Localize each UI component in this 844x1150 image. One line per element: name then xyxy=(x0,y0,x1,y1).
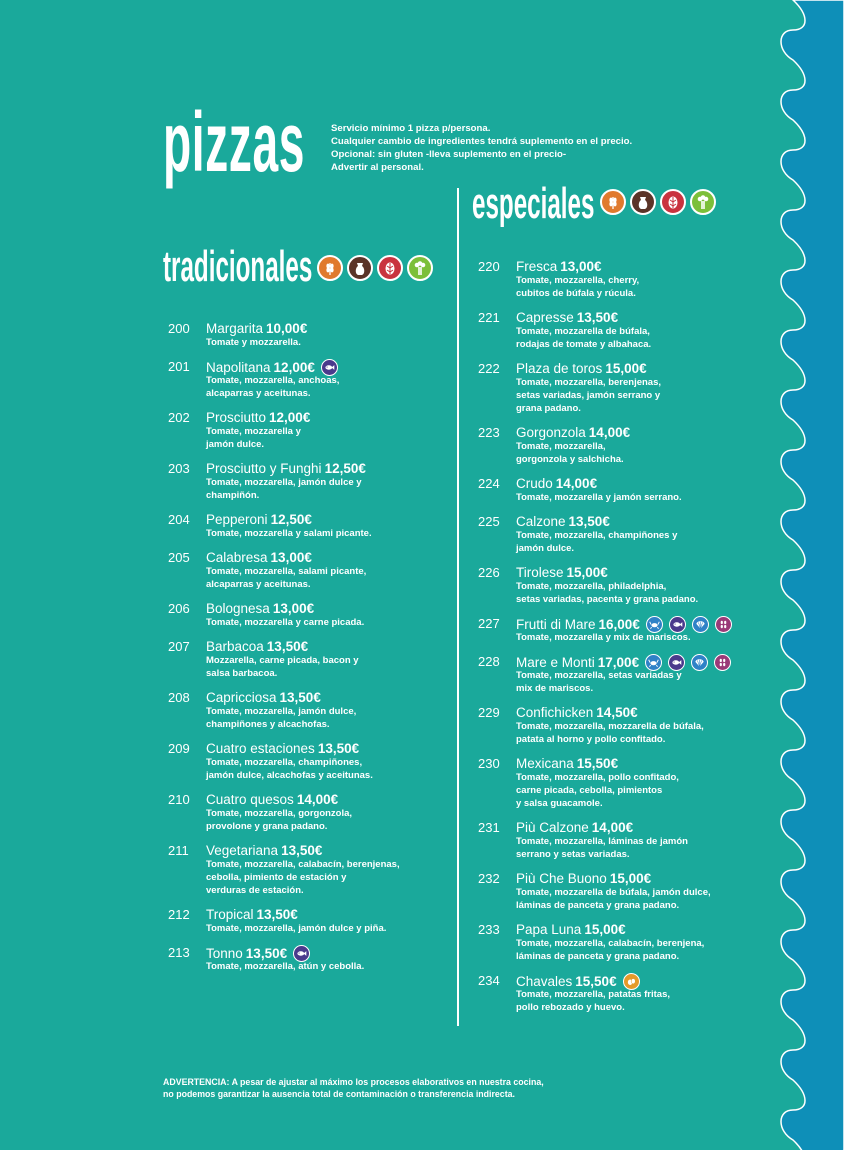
description-line: champiñones y alcachofas. xyxy=(206,719,330,730)
item-number: 228 xyxy=(478,654,500,669)
description-line: Tomate, mozzarella, pollo confitado, xyxy=(516,772,679,783)
item-description xyxy=(516,988,670,1014)
description-line: Tomate, mozzarella de búfala, jamón dulce, xyxy=(516,887,711,898)
item-title xyxy=(516,871,651,886)
item-number: 207 xyxy=(168,639,190,654)
description-line: pollo rebozado y huevo. xyxy=(516,1002,625,1013)
item-title xyxy=(516,922,626,937)
item-number: 221 xyxy=(478,310,500,325)
item-name: Plaza de toros xyxy=(516,361,603,376)
item-description xyxy=(206,476,362,502)
item-name: Prosciutto y Funghi xyxy=(206,461,322,476)
item-description xyxy=(516,631,691,644)
item-number: 226 xyxy=(478,565,500,580)
description-line: láminas de panceta y grana padano. xyxy=(516,951,680,962)
item-price: 13,50€ xyxy=(245,946,288,961)
description-line: Tomate, mozzarella y carne picada. xyxy=(206,617,365,628)
description-line: Tomate, mozzarella, berenjenas, xyxy=(516,377,662,388)
note-line: Opcional: sin gluten -lleva suplemento en el precio- xyxy=(331,149,567,160)
item-price: 13,50€ xyxy=(256,907,298,922)
item-description xyxy=(516,835,688,861)
description-line: Tomate, mozzarella de búfala, xyxy=(516,326,650,337)
item-description xyxy=(516,886,711,912)
description-line: jamón dulce. xyxy=(206,439,265,450)
item-description xyxy=(516,937,704,963)
item-number: 223 xyxy=(478,425,500,440)
item-price: 17,00€ xyxy=(597,655,640,670)
section-title-tradicionales: tradicionales xyxy=(163,242,313,291)
celery-icon xyxy=(407,255,433,281)
item-price: 13,00€ xyxy=(560,259,602,274)
description-line: Tomate, mozzarella, anchoas, xyxy=(206,375,340,386)
item-description xyxy=(206,756,373,782)
item-title xyxy=(516,476,597,491)
item-description xyxy=(206,858,400,897)
item-number: 233 xyxy=(478,922,500,937)
item-description xyxy=(516,580,698,606)
description-line: Tomate, mozzarella, patatas fritas, xyxy=(516,989,670,1000)
item-number: 200 xyxy=(168,321,190,336)
item-price: 16,00€ xyxy=(598,617,640,632)
description-line: mix de mariscos. xyxy=(516,683,594,694)
warning-line: no podemos garantizar la ausencia total de contaminación o transferencia indirecta. xyxy=(163,1089,515,1099)
item-number: 230 xyxy=(478,756,500,771)
especiales-allergen-icons xyxy=(600,189,716,215)
item-price: 13,50€ xyxy=(576,310,619,325)
item-number: 234 xyxy=(478,973,500,988)
item-number: 205 xyxy=(168,550,190,565)
item-number: 211 xyxy=(168,843,189,858)
service-notes xyxy=(331,122,632,174)
note-line: Advertir al personal. xyxy=(331,162,424,173)
item-description xyxy=(516,669,682,695)
item-name: Capresse xyxy=(516,310,574,325)
item-price: 12,00€ xyxy=(269,410,311,425)
item-name: Calzone xyxy=(516,514,566,529)
note-line: Servicio mínimo 1 pizza p/persona. xyxy=(331,123,491,134)
description-line: champiñón. xyxy=(206,490,260,501)
item-title xyxy=(206,550,312,565)
item-name: Napolitana xyxy=(206,360,271,375)
item-name: Chavales xyxy=(516,974,573,989)
description-line: setas variadas, pacenta y grana padano. xyxy=(516,594,699,605)
item-description xyxy=(516,274,639,300)
description-line: Tomate y mozzarella. xyxy=(206,337,301,348)
item-price: 15,00€ xyxy=(566,565,608,580)
item-description xyxy=(206,425,301,451)
description-line: verduras de estación. xyxy=(206,885,304,896)
item-title xyxy=(206,601,314,616)
item-price: 12,50€ xyxy=(324,461,366,476)
wheat-icon xyxy=(317,255,343,281)
item-description xyxy=(206,565,366,591)
item-name: Barbacoa xyxy=(206,639,264,654)
description-line: patata al horno y pollo confitado. xyxy=(516,734,666,745)
item-name: Tirolese xyxy=(516,565,564,580)
item-name: Vegetariana xyxy=(206,843,279,858)
description-line: Tomate, mozzarella, xyxy=(516,441,606,452)
item-number: 213 xyxy=(168,945,190,960)
item-name: Papa Luna xyxy=(516,922,582,937)
description-line: serrano y setas variadas. xyxy=(516,849,630,860)
description-line: Tomate, mozzarella, setas variadas y xyxy=(516,670,682,681)
item-number: 225 xyxy=(478,514,500,529)
description-line: Tomate, mozzarella, jamón dulce y piña. xyxy=(206,923,387,934)
celery-icon xyxy=(690,189,716,215)
tradicionales-allergen-icons xyxy=(317,255,433,281)
description-line: Tomate, mozzarella, atún y cebolla. xyxy=(206,961,365,972)
item-description xyxy=(206,336,301,349)
item-price: 13,00€ xyxy=(270,550,312,565)
item-price: 15,00€ xyxy=(605,361,647,376)
item-name: Margarita xyxy=(206,321,264,336)
description-line: Tomate, mozzarella, calabacín, berenjena, xyxy=(516,938,705,949)
description-line: setas variadas, jamón serrano y xyxy=(516,390,661,401)
column-divider xyxy=(457,188,459,1026)
item-description xyxy=(206,807,352,833)
description-line: Tomate, mozzarella, mozzarella de búfala, xyxy=(516,721,704,732)
item-price: 12,00€ xyxy=(273,360,315,375)
item-description xyxy=(516,376,661,415)
item-price: 15,50€ xyxy=(576,756,619,771)
item-description xyxy=(206,654,359,680)
item-title xyxy=(206,410,310,425)
item-description xyxy=(206,374,339,400)
description-line: Tomate, mozzarella, jamón dulce y xyxy=(206,477,362,488)
description-line: Tomate, mozzarella y salami picante. xyxy=(206,528,372,539)
item-title xyxy=(206,741,359,756)
decorative-wave-border xyxy=(775,0,844,1150)
item-price: 14,00€ xyxy=(296,792,339,807)
item-title xyxy=(516,705,638,720)
item-number: 206 xyxy=(168,601,190,616)
item-description xyxy=(206,960,364,973)
item-description xyxy=(516,720,704,746)
item-name: Più Calzone xyxy=(516,820,589,835)
item-name: Cuatro quesos xyxy=(206,792,294,807)
shell-icon xyxy=(691,654,708,671)
sulphite-icon xyxy=(660,189,686,215)
item-price: 13,50€ xyxy=(568,514,610,529)
description-line: gorgonzola y salchicha. xyxy=(516,454,624,465)
description-line: grana padano. xyxy=(516,403,581,414)
jug-icon xyxy=(630,189,656,215)
shell-icon xyxy=(692,616,709,633)
item-price: 13,00€ xyxy=(272,601,315,616)
item-name: Bolognesa xyxy=(206,601,270,616)
item-title xyxy=(516,259,602,274)
item-title xyxy=(206,512,312,527)
item-price: 15,00€ xyxy=(584,922,626,937)
item-price: 15,00€ xyxy=(609,871,652,886)
item-number: 227 xyxy=(478,616,500,631)
item-price: 14,00€ xyxy=(555,476,598,491)
item-price: 12,50€ xyxy=(270,512,312,527)
item-name: Gorgonzola xyxy=(516,425,586,440)
item-price: 13,50€ xyxy=(317,741,360,756)
item-description xyxy=(516,325,651,351)
item-title xyxy=(206,690,321,705)
description-line: Tomate, mozzarella y mix de mariscos. xyxy=(516,632,691,643)
description-line: jamón dulce, alcachofas y aceitunas. xyxy=(206,770,373,781)
item-number: 208 xyxy=(168,690,190,705)
description-line: Tomate, mozzarella, jamón dulce, xyxy=(206,706,357,717)
description-line: Tomate, mozzarella, champiñones, xyxy=(206,757,363,768)
item-description xyxy=(516,771,679,810)
item-number: 229 xyxy=(478,705,500,720)
item-description xyxy=(206,616,364,629)
description-line: Tomate, mozzarella, champiñones y xyxy=(516,530,678,541)
item-description xyxy=(516,440,624,466)
item-name: Mare e Monti xyxy=(516,655,595,670)
description-line: cubitos de búfala y rúcula. xyxy=(516,288,636,299)
description-line: Tomate, mozzarella, philadelphia, xyxy=(516,581,667,592)
wheat-icon xyxy=(600,189,626,215)
item-number: 220 xyxy=(478,259,500,274)
item-number: 222 xyxy=(478,361,500,376)
item-name: Crudo xyxy=(516,476,553,491)
item-number: 201 xyxy=(168,359,190,374)
item-title xyxy=(516,756,618,771)
item-description xyxy=(206,705,356,731)
section-title-especiales: especiales xyxy=(472,179,595,228)
item-name: Confichicken xyxy=(516,705,594,720)
item-name: Tropical xyxy=(206,907,254,922)
item-title xyxy=(206,461,366,476)
item-price: 14,50€ xyxy=(596,705,638,720)
item-number: 212 xyxy=(168,907,190,922)
item-number: 224 xyxy=(478,476,500,491)
item-name: Cuatro estaciones xyxy=(206,741,315,756)
item-title xyxy=(206,907,298,922)
item-name: Prosciutto xyxy=(206,410,267,425)
item-name: Fresca xyxy=(516,259,558,274)
sesame-icon xyxy=(714,654,731,671)
description-line: Tomate, mozzarella, gorgonzola, xyxy=(206,808,353,819)
item-title xyxy=(516,514,610,529)
item-name: Tonno xyxy=(206,946,243,961)
description-line: Tomate, mozzarella, cherry, xyxy=(516,275,640,286)
item-title xyxy=(516,425,630,440)
item-name: Mexicana xyxy=(516,756,574,771)
note-line: Cualquier cambio de ingredientes tendrá suplemento en el precio. xyxy=(331,136,633,147)
description-line: jamón dulce. xyxy=(516,543,575,554)
description-line: Tomate, mozzarella y xyxy=(206,426,301,437)
item-price: 13,50€ xyxy=(266,639,309,654)
item-name: Calabresa xyxy=(206,550,268,565)
item-title xyxy=(206,639,308,654)
item-number: 209 xyxy=(168,741,190,756)
item-price: 15,50€ xyxy=(575,974,617,989)
item-number: 202 xyxy=(168,410,190,425)
item-description xyxy=(206,922,386,935)
warning-line: ADVERTENCIA: A pesar de ajustar al máximo los procesos elaborativos en nuestra cocina, xyxy=(163,1077,544,1087)
item-number: 203 xyxy=(168,461,190,476)
item-number: 204 xyxy=(168,512,190,527)
item-title xyxy=(516,361,647,376)
item-number: 210 xyxy=(168,792,190,807)
item-title xyxy=(206,843,322,858)
description-line: Tomate, mozzarella, láminas de jamón xyxy=(516,836,688,847)
description-line: rodajas de tomate y albahaca. xyxy=(516,339,652,350)
description-line: Tomate, mozzarella, calabacín, berenjenas, xyxy=(206,859,400,870)
item-price: 14,00€ xyxy=(588,425,631,440)
description-line: Tomate, mozzarella y jamón serrano. xyxy=(516,492,682,503)
description-line: y salsa guacamole. xyxy=(516,798,603,809)
description-line: alcaparras y aceitunas. xyxy=(206,579,311,590)
sulphite-icon xyxy=(377,255,403,281)
item-title xyxy=(516,310,618,325)
item-price: 14,00€ xyxy=(591,820,634,835)
page-title: pizzas xyxy=(163,95,305,189)
description-line: salsa barbacoa. xyxy=(206,668,278,679)
item-title xyxy=(516,565,608,580)
item-price: 13,50€ xyxy=(281,843,323,858)
description-line: Tomate, mozzarella, salami picante, xyxy=(206,566,367,577)
item-number: 231 xyxy=(478,820,500,835)
description-line: carne picada, cebolla, pimientos xyxy=(516,785,663,796)
item-title xyxy=(206,321,307,336)
description-line: Mozzarella, carne picada, bacon y xyxy=(206,655,359,666)
item-price: 10,00€ xyxy=(266,321,308,336)
description-line: cebolla, pimiento de estación y xyxy=(206,872,347,883)
item-title xyxy=(206,792,338,807)
item-name: Più Che Buono xyxy=(516,871,607,886)
description-line: alcaparras y aceitunas. xyxy=(206,388,311,399)
jug-icon xyxy=(347,255,373,281)
item-description xyxy=(206,527,372,540)
description-line: láminas de panceta y grana padano. xyxy=(516,900,680,911)
item-number: 232 xyxy=(478,871,500,886)
sesame-icon xyxy=(715,616,732,633)
description-line: provolone y grana padano. xyxy=(206,821,328,832)
item-description xyxy=(516,491,682,504)
item-name: Pepperoni xyxy=(206,512,268,527)
item-description xyxy=(516,529,677,555)
item-price: 13,50€ xyxy=(279,690,321,705)
item-name: Capricciosa xyxy=(206,690,277,705)
item-name: Frutti di Mare xyxy=(516,617,596,632)
allergen-warning xyxy=(163,1076,544,1100)
item-title xyxy=(516,820,633,835)
